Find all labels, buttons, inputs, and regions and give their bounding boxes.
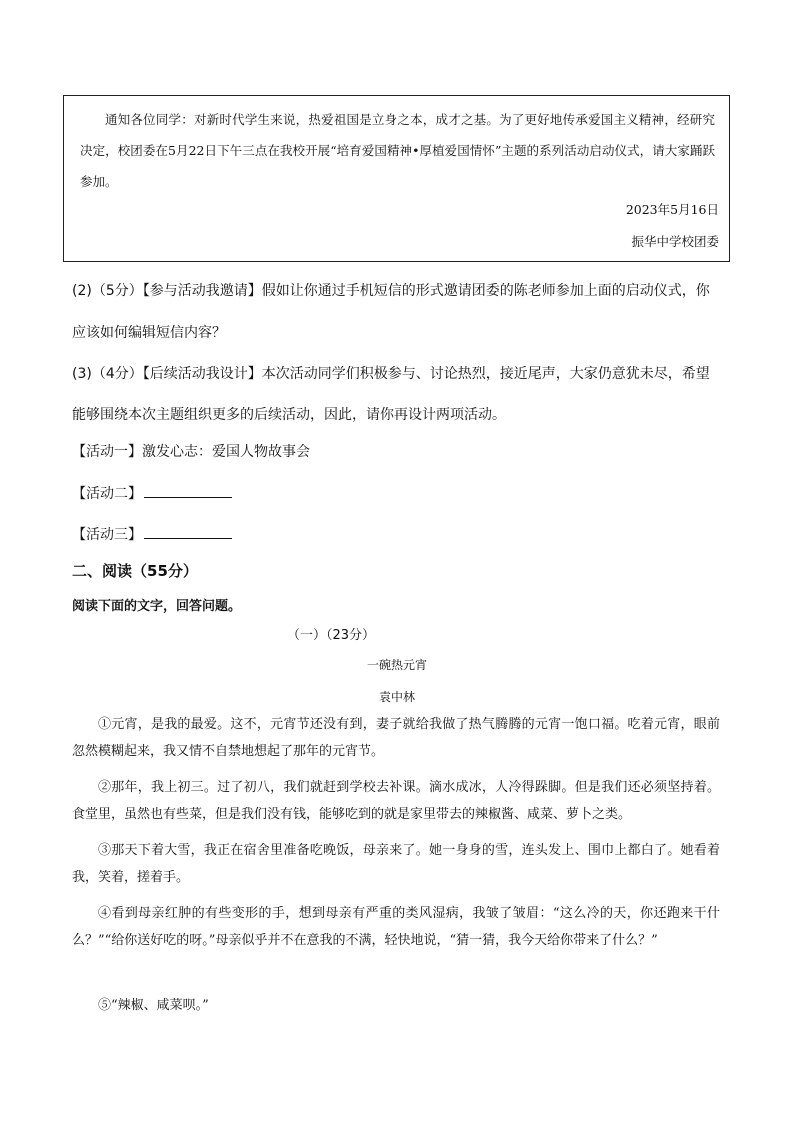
- notice-date: 2023年5月16日: [625, 202, 719, 217]
- article-author: 袁中林: [378, 690, 415, 704]
- activity-2-blank[interactable]: [144, 483, 232, 498]
- question-3: (3)（4分）【后续活动我设计】本次活动同学们积极参与、讨论热烈，接近尾声，大家仍意犹未尽，希望能够围绕本次主题组织更多的后续活动，因此，请你再设计两项活动。: [72, 366, 710, 423]
- notice-signature: 振华中学校团委: [631, 234, 719, 249]
- paragraph-3: ③那天下着大雪，我正在宿舍里准备吃晚饭，母亲来了。她一身身的雪，连头发上、围巾上都白了。她看着我，笑着，搓着手。: [72, 843, 720, 885]
- activity-1: 【活动一】激发心志：爱国人物故事会: [72, 444, 310, 460]
- activity-2-label: 【活动二】: [72, 486, 142, 502]
- paragraph-4: ④看到母亲红肿的有些变形的手，想到母亲有严重的类风湿病，我皱了皱眉：“这么冷的天，你还跑来干什么？”“给你送好吃的呀。”母亲似乎并不在意我的不满，轻快地说，“猜一猜，我今天给你带来了什么？”: [72, 906, 720, 948]
- activity-3: [72, 524, 232, 544]
- notice-body: 通知各位同学：对新时代学生来说，热爱祖国是立身之本，成才之基。为了更好地传承爱国主义精神，经研究决定，校团委在5月22日下午三点在我校开展“培育爱国精神•厚植爱国情怀”主题的系列活动启动仪式，请大家踊跃参加。: [80, 112, 715, 189]
- section-instruction: 阅读下面的文字，回答问题。: [72, 599, 242, 614]
- notice-box: [63, 95, 730, 262]
- activity-3-blank[interactable]: [144, 524, 232, 539]
- article-title: 一碗热元宵: [366, 658, 427, 672]
- paragraph-5: ⑤“辣椒、咸菜呗。”: [98, 998, 209, 1013]
- paragraph-2: ②那年，我上初三。过了初八，我们就赶到学校去补课。滴水成冰，人冷得跺脚。但是我们还必须坚持着。食堂里，虽然也有些菜，但是我们没有钱，能够吃到的就是家里带去的辣椒酱、咸菜、萝卜之类。: [72, 780, 720, 822]
- activity-3-label: 【活动三】: [72, 527, 142, 543]
- section-title: 二、阅读（55分）: [72, 562, 198, 580]
- part-label: （一）（23分）: [287, 628, 376, 643]
- paragraph-1: ①元宵，是我的最爱。这不，元宵节还没有到，妻子就给我做了热气腾腾的元宵一饱口福。吃着元宵，眼前忽然模糊起来，我又情不自禁地想起了那年的元宵节。: [72, 717, 720, 759]
- question-2: (2)（5分）【参与活动我邀请】假如让你通过手机短信的形式邀请团委的陈老师参加上面的启动仪式，你应该如何编辑短信内容？: [72, 283, 710, 341]
- activity-2: [72, 483, 232, 503]
